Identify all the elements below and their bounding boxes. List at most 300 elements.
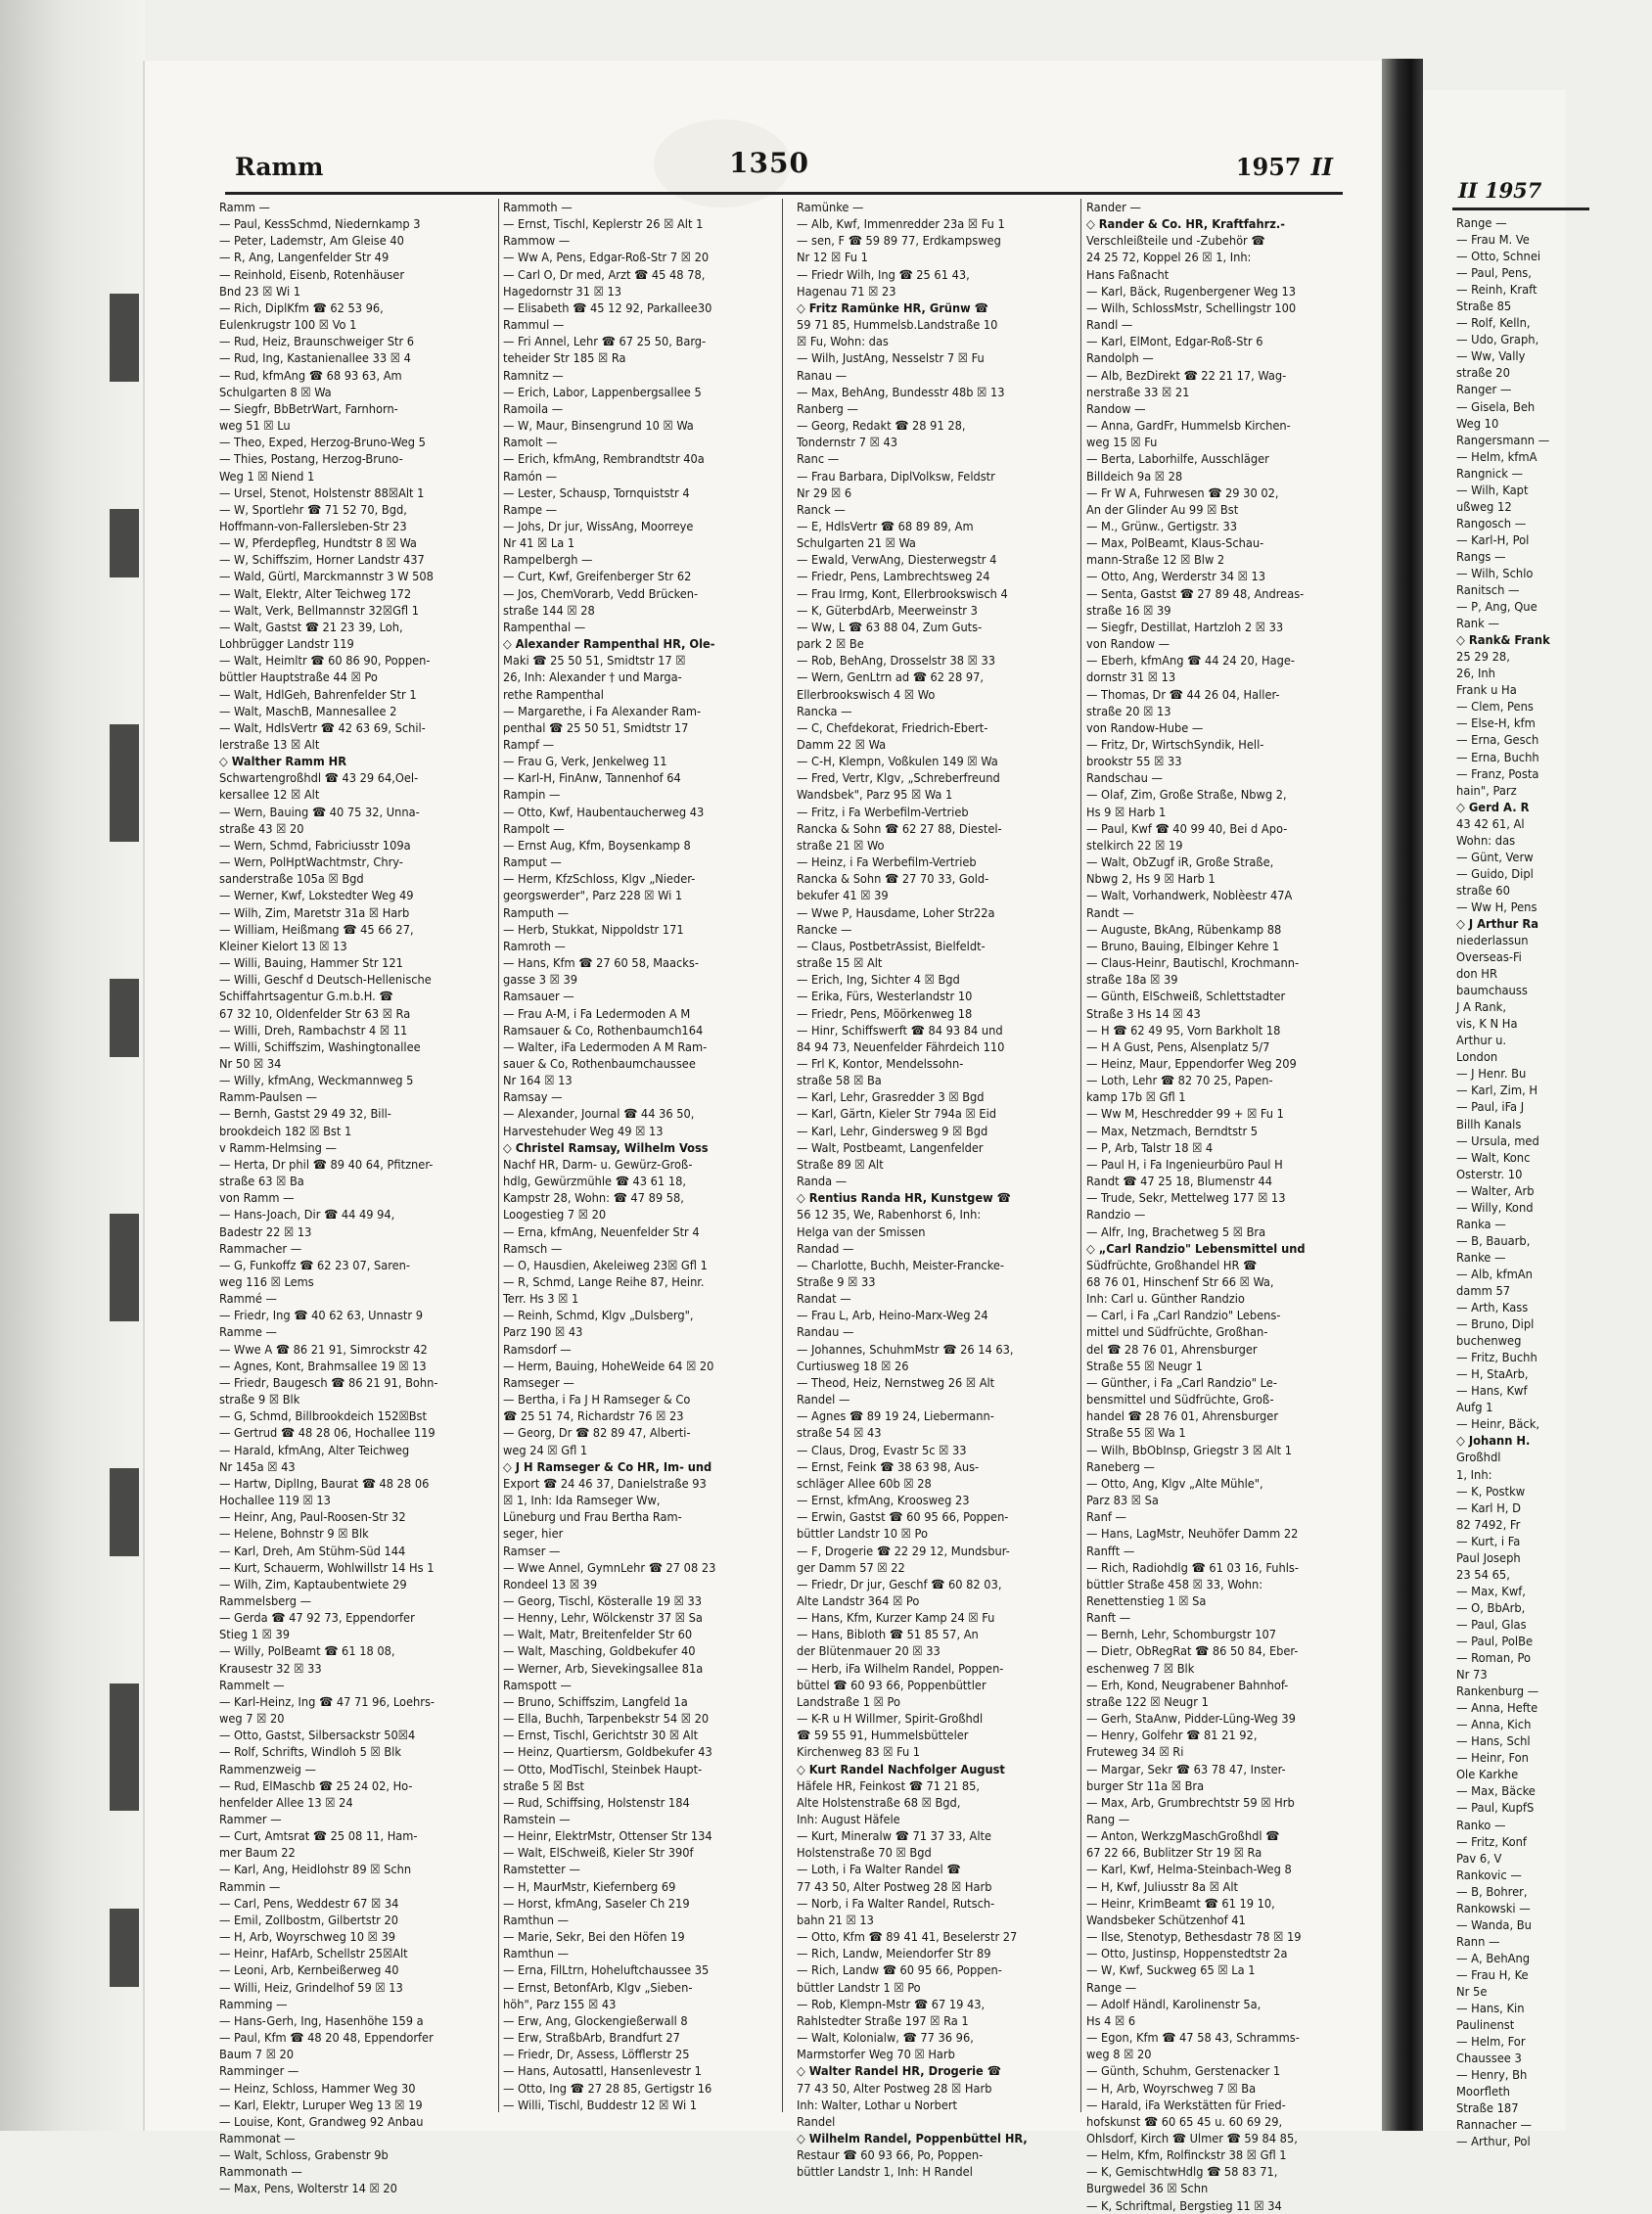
- directory-entry: seger, hier: [503, 1526, 564, 1542]
- directory-entry: niederlassun: [1456, 934, 1529, 949]
- directory-entry: — Erw, StraßbArb, Brandfurt 27: [503, 2030, 680, 2046]
- directory-entry: — Rich, Landw, Meiendorfer Str 89: [797, 1946, 991, 1961]
- directory-entry: — Georg, Tischl, Kösteralle 19 ☒ 33: [503, 1592, 702, 1608]
- surname-heading: Ramroth —: [503, 938, 566, 953]
- surname-heading: Rammonath —: [219, 2164, 302, 2180]
- directory-entry: — Karl, Lehr, Grasredder 3 ☒ Bgd: [797, 1089, 985, 1105]
- surname-heading: Ranft —: [1086, 1610, 1131, 1626]
- surname-heading: Ranberg —: [797, 400, 858, 416]
- directory-entry: — W, Schiffszim, Horner Landstr 437: [219, 552, 425, 568]
- directory-entry: Hagedornstr 31 ☒ 13: [503, 283, 622, 299]
- directory-entry: — Paul, iFa J: [1456, 1100, 1525, 1116]
- directory-entry: Eulenkrugstr 100 ☒ Vo 1: [219, 317, 357, 333]
- directory-entry: straße 144 ☒ 28: [503, 602, 595, 618]
- directory-entry: — sen, F ☎ 59 89 77, Erdkampsweg: [797, 233, 1001, 249]
- directory-entry: — Carl, Pens, Weddestr 67 ☒ 34: [219, 1895, 399, 1911]
- directory-entry: — Theod, Heiz, Nernstweg 26 ☒ Alt: [797, 1374, 995, 1390]
- directory-entry: Hs 4 ☒ 6: [1086, 2012, 1136, 2028]
- directory-entry: — Dietr, ObRegRat ☎ 86 50 84, Eber-: [1086, 1643, 1299, 1659]
- directory-entry: — B, Bohrer,: [1456, 1884, 1528, 1900]
- directory-entry: J A Rank,: [1456, 1000, 1506, 1016]
- directory-entry: Nr 41 ☒ La 1: [503, 535, 575, 551]
- directory-entry: Verschleißteile und -Zubehör ☎: [1086, 233, 1265, 249]
- directory-entry: — R, Schmd, Lange Reihe 87, Heinr.: [503, 1274, 705, 1289]
- directory-entry: — Wilh, JustAng, Nesselstr 7 ☒ Fu: [797, 350, 985, 366]
- directory-entry: Rancka & Sohn ☎ 27 70 33, Gold-: [797, 871, 989, 887]
- directory-entry: Lohbrügger Landstr 119: [219, 636, 354, 652]
- directory-entry: — Horst, kfmAng, Saseler Ch 219: [503, 1895, 690, 1911]
- directory-entry: — Günth, Schuhm, Gerstenacker 1: [1086, 2063, 1281, 2079]
- directory-entry: weg 8 ☒ 20: [1086, 2047, 1152, 2062]
- directory-entry: Baum 7 ☒ 20: [219, 2047, 295, 2062]
- directory-entry: — Egon, Kfm ☎ 47 58 43, Schramms-: [1086, 2030, 1300, 2046]
- surname-heading: Rampolt —: [503, 820, 565, 836]
- directory-entry: — Otto, Schnei: [1456, 250, 1541, 265]
- directory-entry: — Thomas, Dr ☎ 44 26 04, Haller-: [1086, 686, 1280, 702]
- surname-heading: Ranfft —: [1086, 1543, 1135, 1558]
- directory-entry: — Walt, Verk, Bellmannstr 32☒Gfl 1: [219, 602, 419, 618]
- directory-entry: straße 21 ☒ Wo: [797, 837, 885, 853]
- directory-entry: — Otto, Ang, Klgv „Alte Mühle",: [1086, 1475, 1263, 1491]
- surname-heading: Rankowski —: [1456, 1901, 1531, 1916]
- directory-entry: 23 54 65,: [1456, 1567, 1510, 1583]
- surname-heading: Rannacher —: [1456, 2118, 1533, 2134]
- directory-entry: — H, StaArb,: [1456, 1367, 1529, 1383]
- directory-entry: — Rud, kfmAng ☎ 68 93 63, Am: [219, 367, 402, 383]
- surname-heading: Ramminger —: [219, 2063, 299, 2079]
- directory-entry: Bnd 23 ☒ Wi 1: [219, 283, 301, 299]
- surname-heading: Ramünke —: [797, 200, 864, 214]
- directory-entry: Aufg 1: [1456, 1401, 1493, 1416]
- surname-heading: Rampin —: [503, 787, 561, 803]
- directory-entry: — O, BbArb,: [1456, 1600, 1526, 1616]
- edge-tab-mark: [110, 1684, 139, 1811]
- directory-entry: Chaussee 3: [1456, 2052, 1522, 2067]
- surname-heading: Ramolt —: [503, 435, 558, 450]
- directory-entry: — Rich, DiplKfm ☎ 62 53 96,: [219, 300, 384, 315]
- directory-entry: Nbwg 2, Hs 9 ☒ Harb 1: [1086, 871, 1216, 887]
- directory-entry: 77 43 50, Alter Postweg 28 ☒ Harb: [797, 1878, 992, 1894]
- directory-entry: — H A Gust, Pens, Alsenplatz 5/7: [1086, 1038, 1270, 1054]
- directory-entry: — Claus, Drog, Evastr 5c ☒ 33: [797, 1442, 967, 1457]
- firm-entry: ◇ Walther Ramm HR: [219, 754, 347, 769]
- directory-entry: — Frau L, Arb, Heino-Marx-Weg 24: [797, 1308, 988, 1323]
- directory-entry: — Helm, For: [1456, 2035, 1526, 2051]
- directory-entry: gasse 3 ☒ 39: [503, 972, 578, 988]
- directory-column-4: [1086, 199, 1356, 2214]
- firm-entry: ◇ J H Ramseger & Co HR, Im- und: [503, 1458, 712, 1474]
- directory-entry: — B, Bauarb,: [1456, 1233, 1531, 1249]
- directory-entry: büttler Hauptstraße 44 ☒ Po: [219, 669, 378, 685]
- directory-entry: — Eberh, kfmAng ☎ 44 24 20, Hage-: [1086, 653, 1296, 669]
- directory-entry: — Auguste, BkAng, Rübenkamp 88: [1086, 921, 1282, 937]
- surname-heading: Range —: [1086, 1979, 1137, 1995]
- directory-entry: — Otto, Gastst, Silbersackstr 50☒4: [219, 1728, 416, 1743]
- firm-entry: ◇ Christel Ramsay, Wilhelm Voss: [503, 1139, 709, 1155]
- surname-heading: Ranka —: [1456, 1217, 1506, 1232]
- directory-entry: straße 20 ☒ 13: [1086, 703, 1171, 718]
- directory-entry: — Wilh, Kapt: [1456, 483, 1529, 498]
- directory-entry: — Paul, Glas: [1456, 1617, 1527, 1633]
- directory-entry: hdlg, Gewürzmühle ☎ 43 61 18,: [503, 1174, 686, 1189]
- directory-entry: weg 7 ☒ 20: [219, 1711, 285, 1727]
- directory-entry: — Anton, WerkzgMaschGroßhdl ☎: [1086, 1828, 1280, 1844]
- directory-entry: — Erna, kfmAng, Neuenfelder Str 4: [503, 1223, 700, 1239]
- directory-entry: — H ☎ 62 49 95, Vorn Barkholt 18: [1086, 1022, 1281, 1038]
- surname-heading: Rampelbergh —: [503, 552, 593, 568]
- directory-entry: Nr 50 ☒ 34: [219, 1055, 282, 1071]
- directory-entry: — P, Arb, Talstr 18 ☒ 4: [1086, 1139, 1214, 1155]
- directory-entry: — Walt, Vorhandwerk, Noblèestr 47A: [1086, 888, 1293, 903]
- firm-entry: ◇ Kurt Randel Nachfolger August: [797, 1761, 1005, 1776]
- directory-entry: kersallee 12 ☒ Alt: [219, 787, 320, 803]
- directory-entry: Südfrüchte, Großhandel HR ☎: [1086, 1257, 1258, 1272]
- directory-entry: büttler Landstr 10 ☒ Po: [797, 1526, 928, 1542]
- directory-entry: — Johs, Dr jur, WissAng, Moorreye: [503, 518, 694, 533]
- directory-entry: — Elisabeth ☎ 45 12 92, Parkallee30: [503, 300, 712, 315]
- directory-entry: Randt ☎ 47 25 18, Blumenstr 44: [1086, 1174, 1273, 1189]
- directory-entry: straße 20: [1456, 366, 1510, 382]
- directory-entry: — H, Kwf, Juliusstr 8a ☒ Alt: [1086, 1878, 1239, 1894]
- directory-entry: — Günt, Verw: [1456, 850, 1534, 865]
- directory-entry: Frank u Ha: [1456, 683, 1517, 699]
- directory-entry: — Hinr, Schiffswerft ☎ 84 93 84 und: [797, 1022, 1003, 1038]
- directory-entry: — W, Sportlehr ☎ 71 52 70, Bgd,: [219, 501, 407, 517]
- directory-entry: ☒ 1, Inh: Ida Ramseger Ww,: [503, 1493, 661, 1508]
- directory-entry: — Johannes, SchuhmMstr ☎ 26 14 63,: [797, 1341, 1014, 1357]
- surname-heading: Rammonat —: [219, 2130, 296, 2145]
- directory-entry: büttler Landstr 1, Inh: H Randel: [797, 2164, 973, 2180]
- surname-heading: Ramsay —: [503, 1089, 563, 1105]
- directory-entry: — Otto, Ang, Werderstr 34 ☒ 13: [1086, 569, 1265, 584]
- firm-entry: ◇ Johann H.: [1456, 1434, 1531, 1450]
- directory-entry: — Karl, ElMont, Edgar-Roß-Str 6: [1086, 334, 1263, 349]
- directory-entry: — Georg, Dr ☎ 82 89 47, Alberti-: [503, 1425, 691, 1441]
- adjacent-page: [1423, 90, 1566, 2150]
- directory-entry: Hochallee 119 ☒ 13: [219, 1493, 331, 1508]
- directory-entry: — Heinr, Ang, Paul-Roosen-Str 32: [219, 1509, 406, 1525]
- surname-heading: Rankovic —: [1456, 1868, 1522, 1883]
- directory-entry: — Karl, Bäck, Rugenbergener Weg 13: [1086, 283, 1297, 299]
- surname-heading: von Randow —: [1086, 636, 1170, 652]
- surname-heading: Rancke —: [797, 921, 852, 937]
- directory-entry: Wandsbek", Parz 95 ☒ Wa 1: [797, 787, 953, 803]
- directory-entry: — Heinz, Schloss, Hammer Weg 30: [219, 2080, 416, 2096]
- surname-heading: Rampe —: [503, 501, 558, 517]
- directory-entry: — Rud, Schiffsing, Holstenstr 184: [503, 1794, 690, 1810]
- directory-entry: don HR: [1456, 967, 1497, 983]
- edge-tab-mark: [110, 724, 139, 842]
- directory-entry: mann-Straße 12 ☒ Blw 2: [1086, 552, 1225, 568]
- directory-entry: — William, Heißmang ☎ 45 66 27,: [219, 921, 414, 937]
- directory-entry: — Bernh, Gastst 29 49 32, Bill-: [219, 1106, 391, 1122]
- adjacent-header-rule: [1452, 208, 1589, 210]
- directory-entry: — Bertha, i Fa J H Ramseger & Co: [503, 1392, 691, 1407]
- directory-entry: — Ww A, Pens, Edgar-Roß-Str 7 ☒ 20: [503, 250, 710, 265]
- firm-entry: ◇ Gerd A. R: [1456, 800, 1530, 815]
- directory-entry: — Henry, Bh: [1456, 2068, 1528, 2084]
- directory-entry: Terr. Hs 3 ☒ 1: [503, 1291, 579, 1307]
- directory-entry: Straße 9 ☒ 33: [797, 1274, 876, 1289]
- directory-entry: del ☎ 28 76 01, Ahrensburger: [1086, 1341, 1258, 1357]
- directory-entry: Restaur ☎ 60 93 66, Po, Poppen-: [797, 2147, 984, 2163]
- directory-entry: Paul Joseph: [1456, 1550, 1521, 1566]
- directory-entry: — Wern, Schmd, Fabriciusstr 109a: [219, 837, 411, 853]
- directory-entry: Moorfleth: [1456, 2085, 1510, 2100]
- directory-entry: — Reinhold, Eisenb, Rotenhäuser: [219, 266, 405, 282]
- directory-entry: — Lester, Schausp, Tornquiststr 4: [503, 484, 690, 500]
- directory-entry: — Hans, Kwf: [1456, 1384, 1528, 1400]
- surname-heading: Rangosch —: [1456, 516, 1527, 531]
- directory-entry: weg 51 ☒ Lu: [219, 418, 291, 434]
- surname-heading: Randad —: [797, 1240, 854, 1256]
- directory-entry: Kirchenweg 83 ☒ Fu 1: [797, 1744, 921, 1760]
- edge-tab-mark: [110, 1909, 139, 1987]
- directory-entry: bekufer 41 ☒ 39: [797, 888, 889, 903]
- directory-entry: damm 57: [1456, 1284, 1511, 1299]
- surname-heading: Ramser —: [503, 1543, 561, 1558]
- directory-entry: — Otto, Kwf, Haubentaucherweg 43: [503, 804, 705, 819]
- directory-entry: — Erich, Ing, Sichter 4 ☒ Bgd: [797, 972, 960, 988]
- surname-heading: Rammin —: [219, 1878, 281, 1894]
- surname-heading: Randt —: [1086, 904, 1134, 920]
- directory-entry: — Paul, Kfm ☎ 48 20 48, Eppendorfer: [219, 2030, 434, 2046]
- directory-entry: — Hans-Joach, Dir ☎ 44 49 94,: [219, 1207, 395, 1222]
- directory-entry: — Loth, i Fa Walter Randel ☎: [797, 1862, 961, 1877]
- directory-entry: — Siegfr, Destillat, Hartzloh 2 ☒ 33: [1086, 619, 1284, 634]
- directory-entry: weg 24 ☒ Gfl 1: [503, 1442, 588, 1457]
- directory-entry: — Herm, KfzSchloss, Klgv „Nieder-: [503, 871, 696, 887]
- directory-entry: schläger Allee 60b ☒ 28: [797, 1475, 932, 1491]
- book-gutter: [1382, 59, 1423, 2131]
- directory-entry: 1, Inh:: [1456, 1467, 1492, 1483]
- directory-entry: — Frau Barbara, DiplVolksw, Feldstr: [797, 468, 995, 484]
- directory-entry: Straße 85: [1456, 300, 1512, 315]
- directory-entry: — Helm, Kfm, Rolfinckstr 38 ☒ Gfl 1: [1086, 2147, 1287, 2163]
- directory-entry: — Leoni, Arb, Kernbeißerweg 40: [219, 1962, 399, 1978]
- directory-entry: — Agnes, Kont, Brahmsallee 19 ☒ 13: [219, 1358, 427, 1373]
- directory-entry: — Fr W A, Fuhrwesen ☎ 29 30 02,: [1086, 484, 1279, 500]
- directory-entry: — Bruno, Schiffszim, Langfeld 1a: [503, 1693, 688, 1709]
- directory-entry: — Gisela, Beh: [1456, 399, 1536, 415]
- directory-entry: Rondeel 13 ☒ 39: [503, 1576, 598, 1591]
- directory-entry: — Bruno, Bauing, Elbinger Kehre 1: [1086, 938, 1280, 953]
- directory-entry: Export ☎ 24 46 37, Danielstraße 93: [503, 1475, 707, 1491]
- directory-entry: — Friedr, Ing ☎ 40 62 63, Unnastr 9: [219, 1308, 423, 1323]
- directory-entry: — Ww H, Pens: [1456, 899, 1537, 915]
- directory-entry: — Senta, Gastst ☎ 27 89 48, Andreas-: [1086, 585, 1305, 601]
- directory-entry: Schiffahrtsagentur G.m.b.H. ☎: [219, 989, 393, 1004]
- directory-entry: Ole Karkhe: [1456, 1768, 1519, 1783]
- directory-entry: — Fritz, Konf: [1456, 1834, 1527, 1850]
- surname-heading: Rammer —: [219, 1812, 282, 1826]
- directory-entry: — H, MaurMstr, Kiefernberg 69: [503, 1878, 676, 1894]
- directory-entry: — Herm, Bauing, HoheWeide 64 ☒ 20: [503, 1358, 714, 1373]
- directory-entry: — E, HdlsVertr ☎ 68 89 89, Am: [797, 518, 974, 533]
- directory-entry: mer Baum 22: [219, 1845, 296, 1861]
- directory-entry: weg 116 ☒ Lems: [219, 1274, 314, 1289]
- directory-entry: — Claus, PostbetrAssist, Bielfeldt-: [797, 938, 986, 953]
- directory-entry: — Walt, ElSchweiß, Kieler Str 390f: [503, 1845, 694, 1861]
- surname-heading: v Ramm-Helmsing —: [219, 1139, 337, 1155]
- surname-heading: Randolph —: [1086, 350, 1154, 366]
- directory-entry: 84 94 73, Neuenfelder Fährdeich 110: [797, 1038, 1005, 1054]
- directory-entry: — Karl, Elektr, Luruper Weg 13 ☒ 19: [219, 2097, 423, 2112]
- year: 1957: [1235, 153, 1302, 181]
- directory-entry: — Georg, Redakt ☎ 28 91 28,: [797, 418, 966, 434]
- directory-entry: — Walt, Postbeamt, Langenfelder: [797, 1139, 984, 1155]
- directory-entry: — Erw, Ang, Glockengießerwall 8: [503, 2012, 688, 2028]
- directory-entry: — Walt, Heimltr ☎ 60 86 90, Poppen-: [219, 653, 431, 669]
- directory-entry: — Willi, Geschf d Deutsch-Hellenische: [219, 972, 432, 988]
- edge-tab-mark: [110, 1468, 139, 1556]
- directory-entry: — Ella, Buchh, Tarpenbekstr 54 ☒ 20: [503, 1711, 710, 1727]
- directory-entry: — Gerh, StaAnw, Pidder-Lüng-Weg 39: [1086, 1711, 1296, 1727]
- directory-entry: — Carl, i Fa „Carl Randzio" Lebens-: [1086, 1308, 1281, 1323]
- year-volume: [1236, 153, 1333, 181]
- directory-entry: Schulgarten 21 ☒ Wa: [797, 535, 916, 551]
- directory-entry: 77 43 50, Alter Postweg 28 ☒ Harb: [797, 2080, 992, 2096]
- directory-entry: Osterstr. 10: [1456, 1167, 1523, 1182]
- directory-entry: — Margar, Sekr ☎ 63 78 47, Inster-: [1086, 1761, 1286, 1776]
- directory-entry: straße 54 ☒ 43: [797, 1425, 882, 1441]
- surname-heading: Ramthun —: [503, 1946, 569, 1961]
- column-divider: [498, 199, 499, 2112]
- directory-entry: — Walt, Gastst ☎ 21 23 39, Loh,: [219, 619, 403, 634]
- directory-entry: ger Damm 57 ☒ 22: [797, 1559, 905, 1575]
- directory-entry: London: [1456, 1050, 1498, 1066]
- edge-tab-mark: [110, 509, 139, 577]
- directory-entry: — Erika, Fürs, Westerlandstr 10: [797, 989, 973, 1004]
- directory-entry: Kampstr 28, Wohn: ☎ 47 89 58,: [503, 1190, 684, 1206]
- directory-entry: — Günther, i Fa „Carl Randzio" Le-: [1086, 1374, 1277, 1390]
- directory-entry: — Hans, LagMstr, Neuhöfer Damm 22: [1086, 1526, 1299, 1542]
- directory-entry: ☒ Fu, Wohn: das: [797, 334, 889, 349]
- directory-entry: — Wwe P, Hausdame, Loher Str22a: [797, 904, 995, 920]
- directory-entry: — Kurt, i Fa: [1456, 1534, 1521, 1549]
- directory-entry: straße 16 ☒ 39: [1086, 602, 1171, 618]
- directory-entry: Straße 187: [1456, 2101, 1519, 2117]
- directory-entry: georgswerder", Parz 228 ☒ Wi 1: [503, 888, 683, 903]
- directory-entry: — Erich, Labor, Lappenbergsallee 5: [503, 384, 702, 399]
- directory-entry: — Erna, FilLtrn, Hoheluftchaussee 35: [503, 1962, 710, 1978]
- directory-entry: — P, Ang, Que: [1456, 600, 1537, 616]
- directory-entry: — K, Schriftmal, Bergstieg 11 ☒ 34: [1086, 2197, 1282, 2213]
- directory-entry: 59 71 85, Hummelsb.Landstraße 10: [797, 317, 998, 333]
- directory-entry: — Kurt, Mineralw ☎ 71 37 33, Alte: [797, 1828, 992, 1844]
- directory-entry: — Arth, Kass: [1456, 1301, 1529, 1316]
- directory-entry: straße 122 ☒ Neugr 1: [1086, 1693, 1209, 1709]
- directory-entry: — Franz, Posta: [1456, 766, 1539, 782]
- directory-entry: Alte Holstenstraße 68 ☒ Bgd,: [797, 1794, 961, 1810]
- surname-heading: von Randow-Hube —: [1086, 719, 1204, 735]
- directory-entry: — Else-H, kfm: [1456, 716, 1536, 732]
- directory-entry: — Max, Kwf,: [1456, 1584, 1526, 1599]
- surname-heading: Ramsdorf —: [503, 1341, 572, 1357]
- directory-entry: — Willy, PolBeamt ☎ 61 18 08,: [219, 1643, 395, 1659]
- directory-entry: — Anna, Hefte: [1456, 1701, 1538, 1717]
- directory-entry: — Karl, Zim, H: [1456, 1084, 1538, 1099]
- directory-entry: — Wilh, Zim, Kaptaubentwiete 29: [219, 1576, 407, 1591]
- page-number: 1350: [729, 147, 809, 179]
- directory-entry: — Walt, Konc: [1456, 1150, 1531, 1166]
- directory-entry: — Erna, Gesch: [1456, 733, 1539, 749]
- directory-entry: — Udo, Graph,: [1456, 333, 1539, 348]
- edge-tab-mark: [110, 979, 139, 1057]
- directory-entry: penthal ☎ 25 50 51, Smidtstr 17: [503, 719, 689, 735]
- directory-entry: — Paul, Pens,: [1456, 266, 1532, 282]
- directory-entry: — Loth, Lehr ☎ 82 70 25, Papen-: [1086, 1073, 1273, 1088]
- directory-entry: — Fritz, Dr, WirtschSyndik, Hell-: [1086, 737, 1264, 752]
- directory-entry: Hoffmann-von-Fallersleben-Str 23: [219, 518, 407, 533]
- directory-entry: — Ernst, BetonfArb, Klgv „Sieben-: [503, 1979, 693, 1995]
- directory-entry: — Heinz, i Fa Werbefilm-Vertrieb: [797, 854, 977, 870]
- directory-entry: — Hans, Bibloth ☎ 51 85 57, An: [797, 1627, 979, 1642]
- directory-entry: der Blütenmauer 20 ☒ 33: [797, 1643, 941, 1659]
- directory-entry: Loogestieg 7 ☒ 20: [503, 1207, 607, 1222]
- surname-heading: Ramsauer —: [503, 989, 574, 1004]
- surname-heading: Randau —: [797, 1324, 854, 1340]
- firm-entry: ◇ Rentius Randa HR, Kunstgew ☎: [797, 1190, 1011, 1206]
- directory-entry: Hans Faßnacht: [1086, 266, 1170, 282]
- directory-entry: rethe Rampenthal: [503, 686, 604, 702]
- directory-entry: Lüneburg und Frau Bertha Ram-: [503, 1509, 682, 1525]
- directory-entry: — Wanda, Bu: [1456, 1917, 1532, 1933]
- directory-entry: — Heinr, ElektrMstr, Ottenser Str 134: [503, 1828, 712, 1844]
- directory-entry: — Ernst, Tischl, Keplerstr 26 ☒ Alt 1: [503, 216, 704, 232]
- directory-entry: sauer & Co, Rothenbaumchaussee: [503, 1055, 696, 1071]
- directory-entry: — Bernh, Lehr, Schomburgstr 107: [1086, 1627, 1276, 1642]
- surname-heading: von Ramm —: [219, 1190, 295, 1206]
- directory-entry: — Rich, Landw ☎ 60 95 66, Poppen-: [797, 1962, 1002, 1978]
- directory-entry: Nr 12 ☒ Fu 1: [797, 250, 868, 265]
- firm-entry: ◇ Rander & Co. HR, Kraftfahrz.-: [1086, 216, 1285, 232]
- directory-entry: — Ewald, VerwAng, Diesterwegstr 4: [797, 552, 997, 568]
- firm-entry: ◇ „Carl Randzio" Lebensmittel und: [1086, 1240, 1306, 1256]
- directory-entry: — Wwe A ☎ 86 21 91, Simrockstr 42: [219, 1341, 428, 1357]
- surname-heading: Ranke —: [1456, 1250, 1506, 1266]
- directory-entry: — Max, PolBeamt, Klaus-Schau-: [1086, 535, 1264, 551]
- surname-heading: Ranau —: [797, 367, 848, 383]
- directory-entry: — Helm, kfmA: [1456, 449, 1537, 465]
- surname-heading: Ranck —: [797, 501, 846, 517]
- directory-entry: — Thies, Postang, Herzog-Bruno-: [219, 451, 403, 467]
- directory-entry: — G, Funkoffz ☎ 62 23 07, Saren-: [219, 1257, 411, 1272]
- directory-entry: — Willi, Heiz, Grindelhof 59 ☒ 13: [219, 1979, 403, 1995]
- adjacent-page-header: II 1957: [1458, 178, 1542, 203]
- directory-entry: Randel: [797, 2113, 836, 2129]
- directory-entry: — Curt, Kwf, Greifenberger Str 62: [503, 569, 692, 584]
- directory-entry: kamp 17b ☒ Gfl 1: [1086, 1089, 1186, 1105]
- directory-entry: — Otto, ModTischl, Steinbek Haupt-: [503, 1761, 703, 1776]
- directory-entry: — Wilh, SchlossMstr, Schellingstr 100: [1086, 300, 1297, 315]
- directory-entry: — Anna, Kich: [1456, 1718, 1532, 1733]
- directory-entry: — Fritz, i Fa Werbefilm-Vertrieb: [797, 804, 969, 819]
- directory-entry: — Frau H, Ke: [1456, 1967, 1529, 1983]
- directory-entry: — A, BehAng: [1456, 1951, 1531, 1966]
- surname-heading: Rammacher —: [219, 1240, 302, 1256]
- directory-entry: Alte Landstr 364 ☒ Po: [797, 1592, 920, 1608]
- surname-heading: Randzio —: [1086, 1207, 1146, 1222]
- directory-entry: — Heinz, Quartiersm, Goldbekufer 43: [503, 1744, 712, 1760]
- directory-entry: — Arthur, Pol: [1456, 2135, 1531, 2150]
- directory-entry: — W, Maur, Binsengrund 10 ☒ Wa: [503, 418, 694, 434]
- directory-entry: — Ilse, Stenotyp, Bethesdastr 78 ☒ 19: [1086, 1929, 1302, 1945]
- surname-heading: Ramm-Paulsen —: [219, 1089, 317, 1105]
- directory-entry: Krausestr 32 ☒ 33: [219, 1660, 322, 1676]
- directory-entry: — Berta, Laborhilfe, Ausschläger: [1086, 451, 1269, 467]
- directory-entry: — K, Postkw: [1456, 1484, 1526, 1499]
